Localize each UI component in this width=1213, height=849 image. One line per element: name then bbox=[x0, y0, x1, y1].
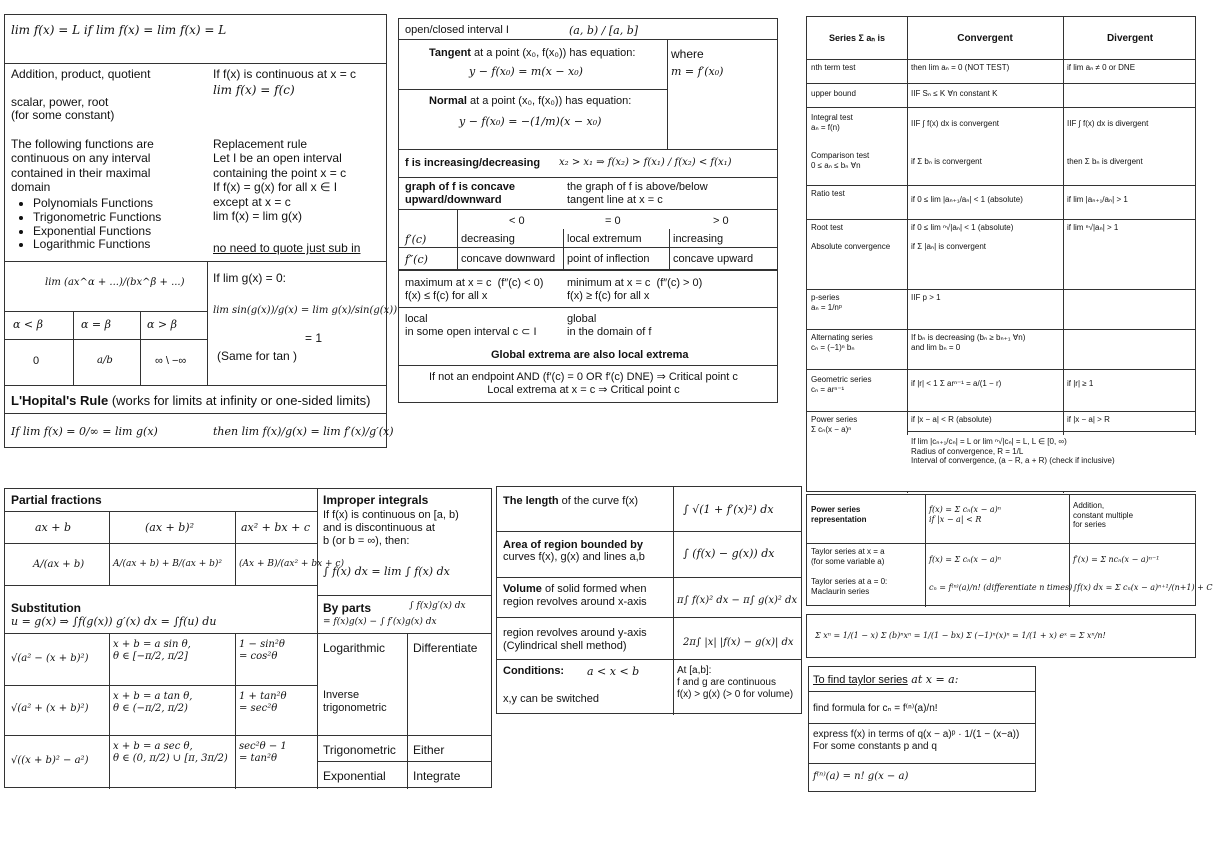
area-equation: ∫ (f(x) − g(x)) dx bbox=[683, 547, 775, 560]
series-test-name: nth term test bbox=[811, 63, 856, 72]
area-text: curves f(x), g(x) and lines a,b bbox=[503, 551, 645, 563]
taylor-series-equation: f(x) = Σ cₙ(x − a)ⁿ bbox=[929, 555, 1001, 564]
pf-linear-form: A/(ax + b) bbox=[33, 559, 85, 570]
improper-integrals-title: Improper integrals bbox=[323, 493, 429, 507]
fpp-inflection: point of inflection bbox=[567, 253, 650, 265]
sin-limit-formula: lim sin(g(x))/g(x) = lim g(x)/sin(g(x)) bbox=[213, 305, 398, 316]
concave-description: the graph of f is above/below tangent line at x = c bbox=[567, 181, 708, 207]
power-series-panel bbox=[806, 494, 1213, 606]
series-divergent-cell: IIF ∫ f(x) dx is divergent bbox=[1067, 119, 1149, 128]
improper-integral-equation: ∫ f(x) dx = lim ∫ f(x) dx bbox=[323, 565, 450, 578]
minimum-text: minimum at x = c (f″(c) > 0) f(x) ≥ f(c) for all x bbox=[567, 277, 703, 303]
pf-quadratic: ax² + bx + c bbox=[241, 521, 310, 534]
trig-sub-sec-expr: √((x + b)² − a²) bbox=[11, 755, 89, 766]
liate-logarithmic: Logarithmic bbox=[323, 641, 386, 655]
alpha-less: α < β bbox=[13, 318, 43, 331]
no-need-note: no need to quote just sub in bbox=[213, 241, 361, 255]
taylor-derivative: f′(x) = Σ ncₙ(x − a)ⁿ⁻¹ bbox=[1073, 555, 1160, 564]
alpha-greater: α > β bbox=[147, 318, 177, 331]
series-test-name: Integral test aₙ = f(n) bbox=[811, 113, 853, 132]
series-convergent-cell: IIF p > 1 bbox=[911, 293, 941, 302]
lhopital-heading: L'Hopital's Rule (works for limits at infinity or one-sided limits) bbox=[11, 393, 371, 408]
conditions-swap: x,y can be switched bbox=[503, 693, 599, 705]
shell-method-text: region revolves around y-axis (Cylindrical shell method) bbox=[503, 627, 647, 653]
pf-quadratic-form: (Ax + B)/(ax² + bx + c) bbox=[239, 559, 344, 569]
tangent-equation: y − f(x₀) = m(x − x₀) bbox=[469, 65, 583, 78]
slope-equation: m = f′(x₀) bbox=[671, 65, 724, 78]
series-test-name: upper bound bbox=[811, 89, 856, 98]
series-convergent-cell: IIF ∫ f(x) dx is convergent bbox=[911, 119, 999, 128]
trig-sub-tan: x + b = a tan θ, θ ∈ (−π/2, π/2) bbox=[113, 691, 193, 714]
applications-panel bbox=[496, 486, 802, 714]
trig-identity-sec: sec²θ − 1 = tan²θ bbox=[239, 741, 287, 764]
alpha-greater-value: ∞ \ −∞ bbox=[155, 355, 187, 367]
lhopital-if: If lim f(x) = 0/∞ = lim g(x) bbox=[11, 425, 158, 438]
series-tests-panel bbox=[806, 16, 1196, 492]
by-parts-integral: ∫ f(x)g′(x) dx bbox=[409, 601, 466, 611]
series-convergent-cell: if |x − a| < R (absolute) bbox=[911, 415, 992, 424]
sign-zero: = 0 bbox=[605, 215, 621, 227]
continuous-functions-text: The following functions are continuous on any interval contained in their maximal domain bbox=[11, 137, 154, 195]
limit-definition: lim f(x) = L if lim f(x) = lim f(x) = L bbox=[11, 23, 227, 37]
series-convergent-cell: if Σ bₙ is convergent bbox=[911, 157, 982, 166]
divergent-header: Divergent bbox=[1106, 33, 1154, 44]
area-title: Area of region bounded by bbox=[503, 539, 643, 551]
liate-inverse-trig: Inverse trigonometric bbox=[323, 689, 387, 715]
liate-differentiate: Differentiate bbox=[413, 641, 478, 655]
series-header-label: Series Σ aₙ is bbox=[828, 33, 886, 43]
shell-method-equation: 2π∫ |x| |f(x) − g(x)| dx bbox=[683, 637, 794, 648]
fp-increasing: increasing bbox=[673, 233, 724, 245]
series-divergent-cell: if |x − a| > R bbox=[1067, 415, 1110, 424]
if-g-zero: If lim g(x) = 0: bbox=[213, 271, 287, 285]
trig-identity-tan: 1 + tan²θ = sec²θ bbox=[239, 691, 287, 714]
trig-sub-sin: x + b = a sin θ, θ ∈ [−π/2, π/2] bbox=[113, 639, 191, 662]
tangent-text: Tangent at a point (x₀, f(x₀)) has equation: bbox=[429, 47, 636, 59]
series-test-name: Ratio test bbox=[811, 189, 845, 198]
liate-integrate: Integrate bbox=[413, 769, 461, 783]
partial-fractions-title: Partial fractions bbox=[11, 493, 102, 507]
taylor-method-panel bbox=[808, 666, 1036, 792]
series-divergent-cell: if lim aₙ ≠ 0 or DNE bbox=[1067, 63, 1136, 72]
trig-sub-sin-expr: √(a² − (x + b)²) bbox=[11, 653, 89, 664]
pf-repeated: (ax + b)² bbox=[145, 521, 195, 534]
same-tan-note: (Same for tan ) bbox=[217, 349, 298, 363]
conditions-detail: At [a,b]: f and g are continuous f(x) > g(x) (> 0 for volume) bbox=[677, 665, 794, 700]
second-derivative-label: f″(c) bbox=[405, 253, 428, 266]
normal-text: Normal at a point (x₀, f(x₀)) has equation: bbox=[429, 95, 632, 107]
series-test-name: Root test Absolute convergence bbox=[811, 223, 891, 252]
by-parts-equation: = f(x)g(x) − ∫ f′(x)g(x) dx bbox=[323, 617, 437, 627]
increasing-decreasing-eq: x₂ > x₁ ⇒ f(x₂) > f(x₁) / f(x₂) < f(x₁) bbox=[559, 157, 732, 168]
power-series-rep-equation: f(x) = Σ cₙ(x − a)ⁿ if |x − a| < R bbox=[929, 505, 1001, 524]
maclaurin-title: Taylor series at a = 0: Maclaurin series bbox=[811, 577, 888, 596]
series-test-name: p-series aₙ = 1/nᵖ bbox=[811, 293, 842, 312]
maclaurin-coefficient: cₙ = f⁽ⁿ⁾(a)/n! (differentiate n times) bbox=[929, 583, 1073, 592]
length-equation: ∫ √(1 + f′(x)²) dx bbox=[683, 503, 774, 516]
fp-local-extremum: local extremum bbox=[567, 233, 642, 245]
derivatives-panel bbox=[398, 18, 778, 403]
final-coefficient-equation: f⁽ⁿ⁾(a) = n! g(x − a) bbox=[813, 771, 909, 782]
alpha-equal: α = β bbox=[81, 318, 111, 331]
fraction-limit: lim (ax^α + ...)/(bx^β + ...) bbox=[45, 277, 185, 288]
increasing-decreasing-label: f is increasing/decreasing bbox=[405, 157, 541, 169]
local-extrema-text: local in some open interval c ⊂ I bbox=[405, 313, 537, 339]
sign-negative: < 0 bbox=[509, 215, 525, 227]
function-exponential: • Exponential Functions bbox=[33, 225, 161, 239]
interval-notation: (a, b) / [a, b] bbox=[569, 24, 639, 37]
conditions-title: Conditions: bbox=[503, 665, 565, 677]
trig-sub-sec: x + b = a sec θ, θ ∈ (0, π/2) ∪ [π, 3π/2) bbox=[113, 741, 228, 764]
common-series-row: Σ xⁿ = 1/(1 − x) Σ (b)ⁿxⁿ = 1/(1 − bx) Σ (−1)ⁿ(x)ⁿ = 1/(1 + x) eˣ = Σ xⁿ/n! bbox=[815, 631, 1106, 640]
critical-point-text: If not an endpoint AND (f′(c) = 0 OR f′(c) DNE) ⇒ Critical point c Local extrema at x = c ⇒ Critical point c bbox=[429, 371, 738, 397]
series-convergent-cell: IIF Sₙ ≤ K ∀n constant K bbox=[911, 89, 998, 98]
equals-one: = 1 bbox=[305, 331, 323, 345]
find-taylor-heading: To find taylor series at x = a: bbox=[813, 673, 959, 686]
taylor-series-title: Taylor series at x = a (for some variable a) bbox=[811, 547, 885, 566]
series-test-name: Comparison test 0 ≤ aₙ ≤ bₙ ∀n bbox=[811, 151, 870, 170]
by-parts-title: By parts bbox=[323, 601, 372, 615]
trig-sub-tan-expr: √(a² + (x + b)²) bbox=[11, 703, 89, 714]
function-trigonometric: • Trigonometric Functions bbox=[33, 211, 161, 225]
continuity-condition: If f(x) is continuous at x = c bbox=[213, 67, 357, 81]
liate-trigonometric: Trigonometric bbox=[323, 743, 396, 757]
common-series-panel bbox=[806, 614, 1196, 658]
series-divergent-cell: if lim ⁿ√|aₙ| > 1 bbox=[1067, 223, 1119, 232]
substitution-equation: u = g(x) ⇒ ∫f(g(x)) g′(x) dx = ∫f(u) du bbox=[11, 615, 217, 628]
concave-label: graph of f is concave upward/downward bbox=[405, 181, 516, 207]
substitution-title: Substitution bbox=[11, 601, 81, 615]
power-series-rep-title: Power series representation bbox=[811, 505, 867, 524]
where-label: where bbox=[671, 47, 704, 61]
series-divergent-cell: then Σ bₙ is divergent bbox=[1067, 157, 1143, 166]
radius-of-convergence: If lim |cₙ₊₁/cₙ| = L or lim ⁿ√|cₙ| = L, L ∈ [0, ∞) Radius of convergence, R = 1/L Interval of convergence, (a − R, a + R) (check if inclusive) bbox=[907, 435, 1197, 491]
series-convergent-cell: then lim aₙ = 0 (NOT TEST) bbox=[911, 63, 1010, 72]
scalar-note: (for some constant) bbox=[11, 108, 115, 122]
volume-text: Volume of solid formed when region revolves around x-axis bbox=[503, 583, 647, 609]
pf-linear: ax + b bbox=[35, 521, 72, 534]
series-divergent-cell: if lim |aₙ₊₁/aₙ| > 1 bbox=[1067, 195, 1128, 204]
global-extrema-text: global in the domain of f bbox=[567, 313, 652, 339]
series-test-name: Power series Σ cₙ(x − a)ⁿ bbox=[811, 415, 858, 434]
fp-decreasing: decreasing bbox=[461, 233, 515, 245]
series-test-name: Alternating series cₙ = (−1)ⁿ bₙ bbox=[811, 333, 873, 352]
series-convergent-cell: if 0 ≤ lim |aₙ₊₁/aₙ| < 1 (absolute) bbox=[911, 195, 1023, 204]
volume-equation: π∫ f(x)² dx − π∫ g(x)² dx bbox=[677, 595, 798, 606]
alpha-equal-value: a/b bbox=[97, 355, 113, 366]
liate-either: Either bbox=[413, 743, 445, 757]
replacement-rule: Replacement rule Let I be an open interval containing the point x = c If f(x) = g(x) for all x ∈ I except at x = c lim f(x) = lim g(x) bbox=[213, 137, 347, 223]
sign-positive: > 0 bbox=[713, 215, 729, 227]
series-divergent-cell: if |r| ≥ 1 bbox=[1067, 379, 1094, 388]
fpp-concave-up: concave upward bbox=[673, 253, 754, 265]
function-polynomial: • Polynomials Functions bbox=[33, 197, 161, 211]
fpp-concave-down: concave downward bbox=[461, 253, 556, 265]
continuous-functions-list bbox=[11, 197, 161, 252]
limits-panel bbox=[4, 14, 398, 448]
normal-equation: y − f(x₀) = −(1/m)(x − x₀) bbox=[459, 115, 602, 128]
global-local-note: Global extrema are also local extrema bbox=[491, 349, 689, 361]
power-series-rep-ops: Addition, constant multiple for series bbox=[1073, 501, 1134, 530]
maximum-text: maximum at x = c (f″(c) < 0) f(x) ≤ f(c) for all x bbox=[405, 277, 544, 303]
addition-text: Addition, product, quotient bbox=[11, 67, 151, 81]
continuity-formula: lim f(x) = f(c) bbox=[213, 83, 295, 97]
first-derivative-label: f′(c) bbox=[405, 233, 427, 246]
integration-techniques-panel bbox=[4, 488, 492, 788]
liate-exponential: Exponential bbox=[323, 769, 386, 783]
express-step: express f(x) in terms of q(x − a)ᵖ · 1/(1 − (x−a)) For some constants p and q bbox=[813, 729, 1020, 752]
pf-repeated-form: A/(ax + b) + B/(ax + b)² bbox=[113, 559, 223, 569]
series-convergent-cell: If bₙ is decreasing (bₙ ≥ bₙ₊₁ ∀n) and lim bₙ = 0 bbox=[911, 333, 1026, 352]
series-convergent-cell: if 0 ≤ lim ⁿ√|aₙ| < 1 (absolute) if Σ |aₙ| is convergent bbox=[911, 223, 1014, 252]
conditions-inequality: a < x < b bbox=[587, 665, 640, 678]
alpha-less-value: 0 bbox=[33, 355, 40, 367]
find-formula-step: find formula for cₙ = f⁽ⁿ⁾(a)/n! bbox=[813, 703, 938, 714]
taylor-integral: ∫f(x) dx = Σ cₙ(x − a)ⁿ⁺¹/(n+1) + C bbox=[1073, 583, 1213, 592]
lhopital-then: then lim f(x)/g(x) = lim f′(x)/g′(x) bbox=[213, 425, 394, 438]
open-closed-label: open/closed interval I bbox=[405, 24, 509, 36]
trig-identity-sin: 1 − sin²θ = cos²θ bbox=[239, 639, 285, 662]
convergent-header: Convergent bbox=[957, 33, 1013, 44]
function-logarithmic: • Logarithmic Functions bbox=[33, 238, 161, 252]
series-convergent-cell: if |r| < 1 Σ arⁿ⁻¹ = a/(1 − r) bbox=[911, 379, 1002, 388]
scalar-text: scalar, power, root bbox=[11, 95, 109, 109]
series-test-name: Geometric series cₙ = arⁿ⁻¹ bbox=[811, 375, 872, 394]
length-text: The length of the curve f(x) bbox=[503, 495, 639, 507]
improper-integrals-text: If f(x) is continuous on [a, b) and is discontinuous at b (or b = ∞), then: bbox=[323, 509, 459, 548]
